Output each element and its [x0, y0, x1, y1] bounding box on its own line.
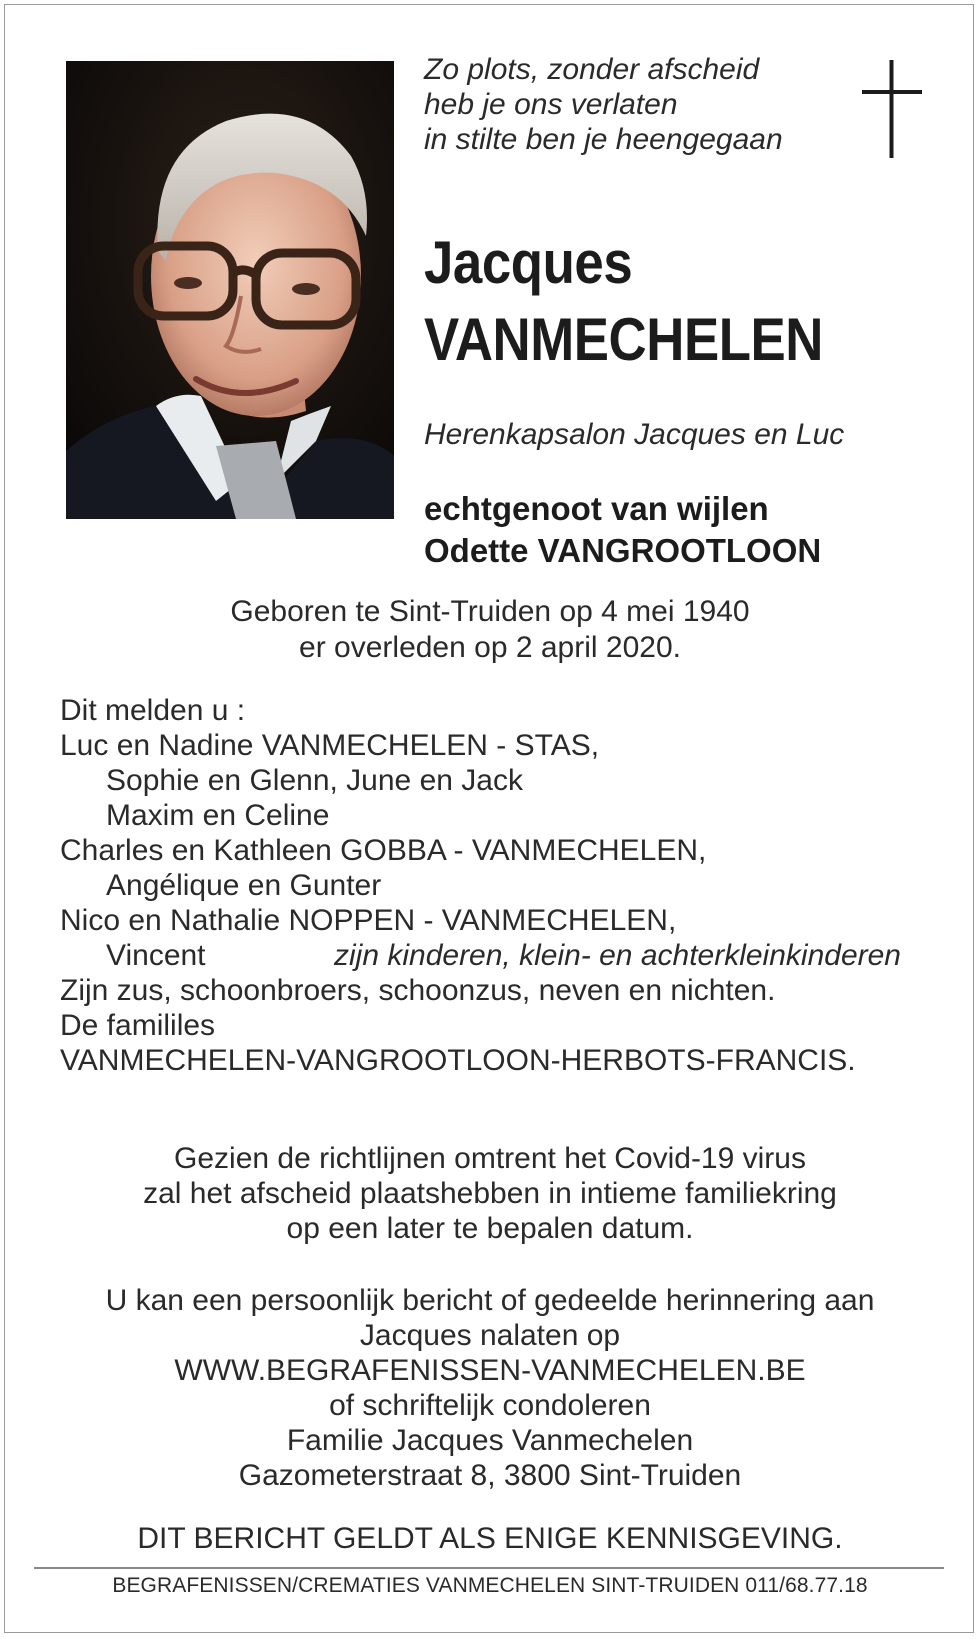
- poem: [424, 52, 783, 157]
- cross-icon: [862, 60, 924, 160]
- family-line: Zijn zus, schoonbroers, schoonzus, neven en nichten.: [60, 974, 776, 1007]
- poem-line: Zo plots, zonder afscheid: [424, 53, 760, 86]
- family-line: Sophie en Glenn, June en Jack: [106, 764, 523, 797]
- contact-block: [0, 1283, 980, 1493]
- children-note: zijn kinderen, klein- en achterkleinkinderen: [334, 939, 901, 972]
- footer-text: BEGRAFENISSEN/CREMATIES VANMECHELEN SINT-TRUIDEN 011/68.77.18: [112, 1574, 868, 1597]
- covid-line: zal het afscheid plaatshebben in intieme familiekring: [143, 1177, 837, 1210]
- poem-line: in stilte ben je heengegaan: [424, 123, 783, 156]
- contact-line: Familie Jacques Vanmechelen: [286, 1424, 694, 1457]
- family-line: Vincent: [106, 939, 206, 972]
- contact-line: U kan een persoonlijk bericht of gedeelde herinnering aan: [105, 1284, 875, 1317]
- covid-notice: [0, 1141, 980, 1246]
- family-line: De famililes: [60, 1009, 216, 1042]
- contact-line: of schriftelijk condoleren: [329, 1389, 651, 1422]
- family-line: VANMECHELEN-VANGROOTLOON-HERBOTS-FRANCIS.: [60, 1044, 856, 1077]
- life-dates: [0, 594, 980, 666]
- contact-address: Gazometerstraat 8, 3800 Sint-Truiden: [238, 1459, 742, 1492]
- covid-line: Gezien de richtlijnen omtrent het Covid-19 virus: [174, 1142, 806, 1175]
- deceased-first-name: Jacques: [424, 229, 633, 296]
- family-intro: Dit melden u :: [60, 694, 246, 727]
- family-line: Luc en Nadine VANMECHELEN - STAS,: [60, 729, 600, 762]
- website-link[interactable]: WWW.BEGRAFENISSEN-VANMECHELEN.BE: [174, 1354, 806, 1387]
- family-list: [60, 693, 901, 1078]
- official-notice: DIT BERICHT GELDT ALS ENIGE KENNISGEVING.: [137, 1522, 843, 1555]
- footer-divider: [34, 1567, 944, 1569]
- death-line: er overleden op 2 april 2020.: [299, 631, 681, 664]
- family-line: Nico en Nathalie NOPPEN - VANMECHELEN,: [60, 904, 677, 937]
- spouse-name: Odette VANGROOTLOON: [424, 532, 822, 569]
- birth-line: Geboren te Sint-Truiden op 4 mei 1940: [230, 595, 750, 628]
- spouse-label: echtgenoot van wijlen: [424, 490, 769, 527]
- covid-line: op een later te bepalen datum.: [286, 1212, 694, 1245]
- family-line: Maxim en Celine: [106, 799, 330, 832]
- contact-line: Jacques nalaten op: [359, 1319, 621, 1352]
- deceased-last-name: VANMECHELEN: [424, 306, 823, 373]
- poem-line: heb je ons verlaten: [424, 88, 678, 121]
- portrait-photo: [66, 61, 394, 519]
- family-line: Angélique en Gunter: [106, 869, 382, 902]
- family-line: Charles en Kathleen GOBBA - VANMECHELEN,: [60, 834, 707, 867]
- family-line-with-note: [60, 938, 901, 973]
- business-name: Herenkapsalon Jacques en Luc: [424, 418, 845, 451]
